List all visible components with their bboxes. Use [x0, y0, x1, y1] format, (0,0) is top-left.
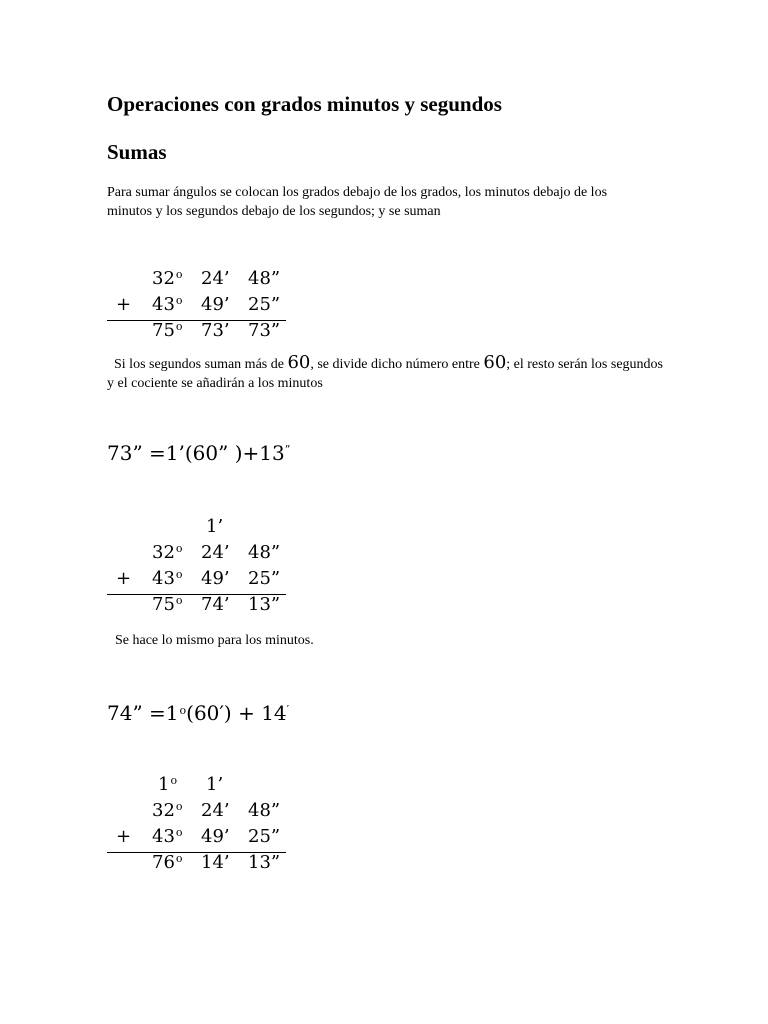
result-min: 14’: [201, 852, 230, 873]
min-value: 24’: [201, 800, 230, 821]
plus-sign: +: [116, 294, 132, 315]
min-value: 49’: [201, 826, 230, 847]
carry-min: 1’: [206, 516, 224, 537]
carry-paragraph: Si los segundos suman más de 60, se divide dicho número entre 60; el resto serán los segundos y el cociente se añadirán a los minutos: [107, 352, 663, 391]
minutes-paragraph: Se hace lo mismo para los minutos.: [115, 633, 314, 648]
deg-value: 43$^o$: [152, 294, 183, 315]
seconds-conversion-equation: 73” =1’(60” )+13”: [107, 441, 291, 465]
plus-sign: +: [116, 826, 132, 847]
result-sec: 73”: [248, 320, 281, 341]
deg-value: 43$^o$: [152, 568, 183, 589]
intro-paragraph: Para sumar ángulos se colocan los grados debajo de los grados, los minutos debajo de los minutos y los segundos debajo de los segundos; y se suman: [107, 185, 608, 219]
result-min: 73’: [201, 320, 230, 341]
sec-value: 48”: [248, 800, 281, 821]
result-deg: 76$^o$: [152, 852, 183, 873]
result-deg: 75$^o$: [152, 320, 183, 341]
sec-value: 48”: [248, 268, 281, 289]
min-value: 24’: [201, 268, 230, 289]
result-min: 74’: [201, 594, 230, 615]
sec-value: 25”: [248, 826, 281, 847]
sec-value: 48”: [248, 542, 281, 563]
deg-value: 43$^o$: [152, 826, 183, 847]
sec-value: 25”: [248, 568, 281, 589]
result-sec: 13”: [248, 594, 281, 615]
carry-deg: 1$^o$: [158, 774, 178, 795]
result-deg: 75$^o$: [152, 594, 183, 615]
section-heading: Sumas: [107, 140, 167, 164]
min-value: 49’: [201, 568, 230, 589]
min-value: 24’: [201, 542, 230, 563]
min-value: 49’: [201, 294, 230, 315]
minutes-conversion-equation: 74” $=1^o(60') + 14'$: [107, 701, 290, 725]
deg-value: 32$^o$: [152, 268, 183, 289]
deg-value: 32$^o$: [152, 800, 183, 821]
sec-value: 25”: [248, 294, 281, 315]
plus-sign: +: [116, 568, 132, 589]
result-sec: 13”: [248, 852, 281, 873]
deg-value: 32$^o$: [152, 542, 183, 563]
page-title: Operaciones con grados minutos y segundos: [107, 92, 502, 116]
carry-min: 1’: [206, 774, 224, 795]
